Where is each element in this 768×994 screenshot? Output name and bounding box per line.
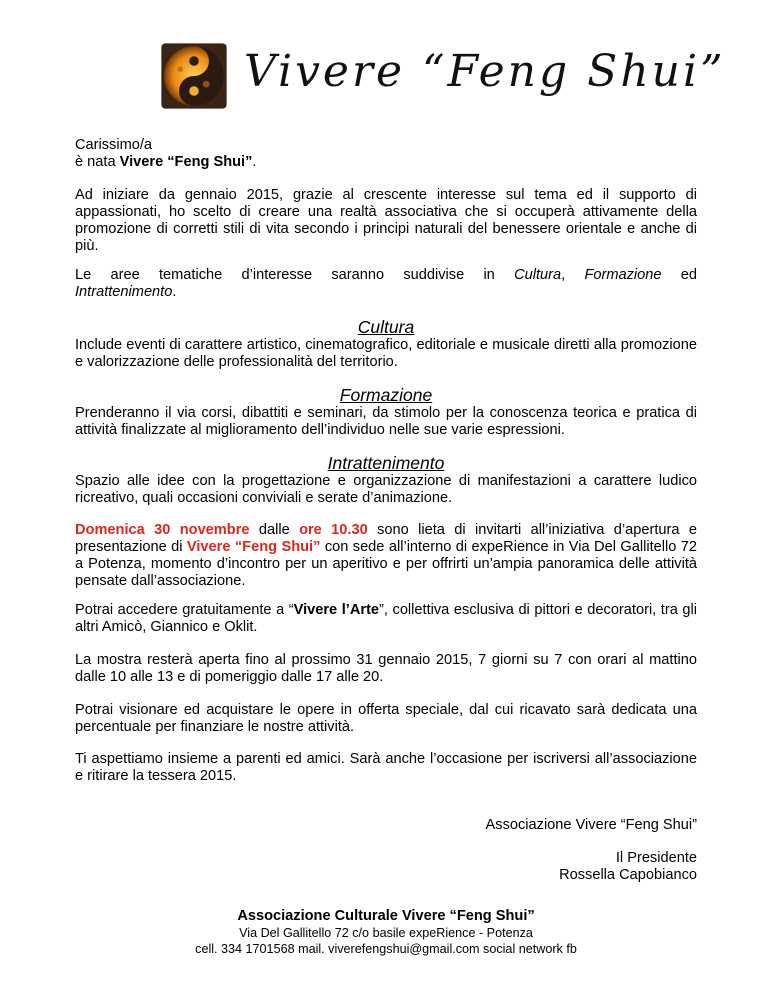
- intro-paragraph: Ad iniziare da gennaio 2015, grazie al crescente interesse sul tema ed il supporto di appassionati, ho scelto di creare una realtà associativa che si occuperà attivamente della promozione di corretti stili di vita secondo i principi naturali del benessere orientale e anche di più.: [75, 187, 697, 254]
- area-cultura: Cultura: [514, 267, 562, 283]
- closing-paragraph: Ti aspettiamo insieme a parenti ed amici. Sarà anche l’occasione per iscriversi all’associazione e ritirare la tessera 2015.: [75, 751, 697, 784]
- section-text-formazione: Prenderanno il via corsi, dibattiti e seminari, da stimolo per la conoscenza teorica e pratica di attività finalizzate al miglioramento dell’individuo nelle sue varie espressioni.: [75, 405, 697, 438]
- event-name: Vivere “Feng Shui”: [186, 539, 321, 555]
- area-formazione: Formazione: [584, 267, 662, 283]
- signature-role: Il Presidente: [615, 850, 697, 866]
- footer-address: Via Del Gallitello 72 c/o basile expeRience - Potenza: [239, 926, 533, 940]
- footer-title: Associazione Culturale Vivere “Feng Shui”: [237, 908, 535, 924]
- section-title-cultura: Cultura: [357, 317, 415, 337]
- event-date: Domenica 30 novembre: [75, 522, 250, 538]
- brand-title: Vivere “Feng Shui”: [244, 46, 726, 97]
- signature-block: [559, 850, 697, 884]
- footer-contacts: cell. 334 1701568 mail. viverefengshui@gmail.com social network fb: [195, 942, 577, 956]
- section-title-formazione: Formazione: [339, 385, 433, 405]
- offer-paragraph: Potrai visionare ed acquistare le opere in offerta speciale, dal cui ricavato sarà dedicata una percentuale per finanziare le nostre attività.: [75, 702, 697, 735]
- yin-yang-logo-icon: [160, 42, 228, 110]
- invite-paragraph: Domenica 30 novembre dalle ore 10.30 sono lieta di invitarti all’iniziativa d’apertura e presentazione di Vivere “Feng Shui” con sede all’interno di expeRience in Via Del Gallitello 72 a Potenza, momento d’incontro per un aperitivo e per offrirti un’ampia panoramica delle attività pensate dall’associazione.: [75, 522, 698, 589]
- letterhead: [160, 40, 726, 116]
- greeting-line-2: è nata Vivere “Feng Shui”.: [75, 154, 257, 170]
- signature-association: Associazione Vivere “Feng Shui”: [485, 817, 697, 833]
- signature-name: Rossella Capobianco: [559, 867, 697, 883]
- areas-paragraph: Le aree tematiche d’interesse saranno suddivise in Cultura, Formazione ed Intrattenimento.: [75, 267, 698, 300]
- area-intrattenimento: Intrattenimento: [75, 284, 173, 300]
- greeting-line: Carissimo/a: [75, 137, 153, 153]
- exhibit-name: Vivere l’Arte: [293, 602, 380, 618]
- brand-inline: Vivere “Feng Shui”: [119, 154, 253, 170]
- event-time: ore 10.30: [299, 522, 368, 538]
- footer: [75, 907, 697, 957]
- section-text-intrattenimento: Spazio alle idee con la progettazione e organizzazione di manifestazioni a carattere ludico ricreativo, quali occasioni conviviali e serate d’animazione.: [75, 473, 697, 506]
- greeting: [75, 137, 697, 171]
- dates-paragraph: La mostra resterà aperta fino al prossimo 31 gennaio 2015, 7 giorni su 7 con orari al mattino dalle 10 alle 13 e di pomeriggio dalle 17 alle 20.: [75, 652, 697, 685]
- section-text-cultura: Include eventi di carattere artistico, cinematografico, editoriale e musicale diretti alla promozione e valorizzazione delle professionalità del territorio.: [75, 337, 697, 370]
- section-title-intrattenimento: Intrattenimento: [327, 453, 445, 473]
- exhibit-paragraph: Potrai accedere gratuitamente a “Vivere l’Arte”, collettiva esclusiva di pittori e decoratori, tra gli altri Amicò, Giannico e Oklit.: [75, 602, 697, 635]
